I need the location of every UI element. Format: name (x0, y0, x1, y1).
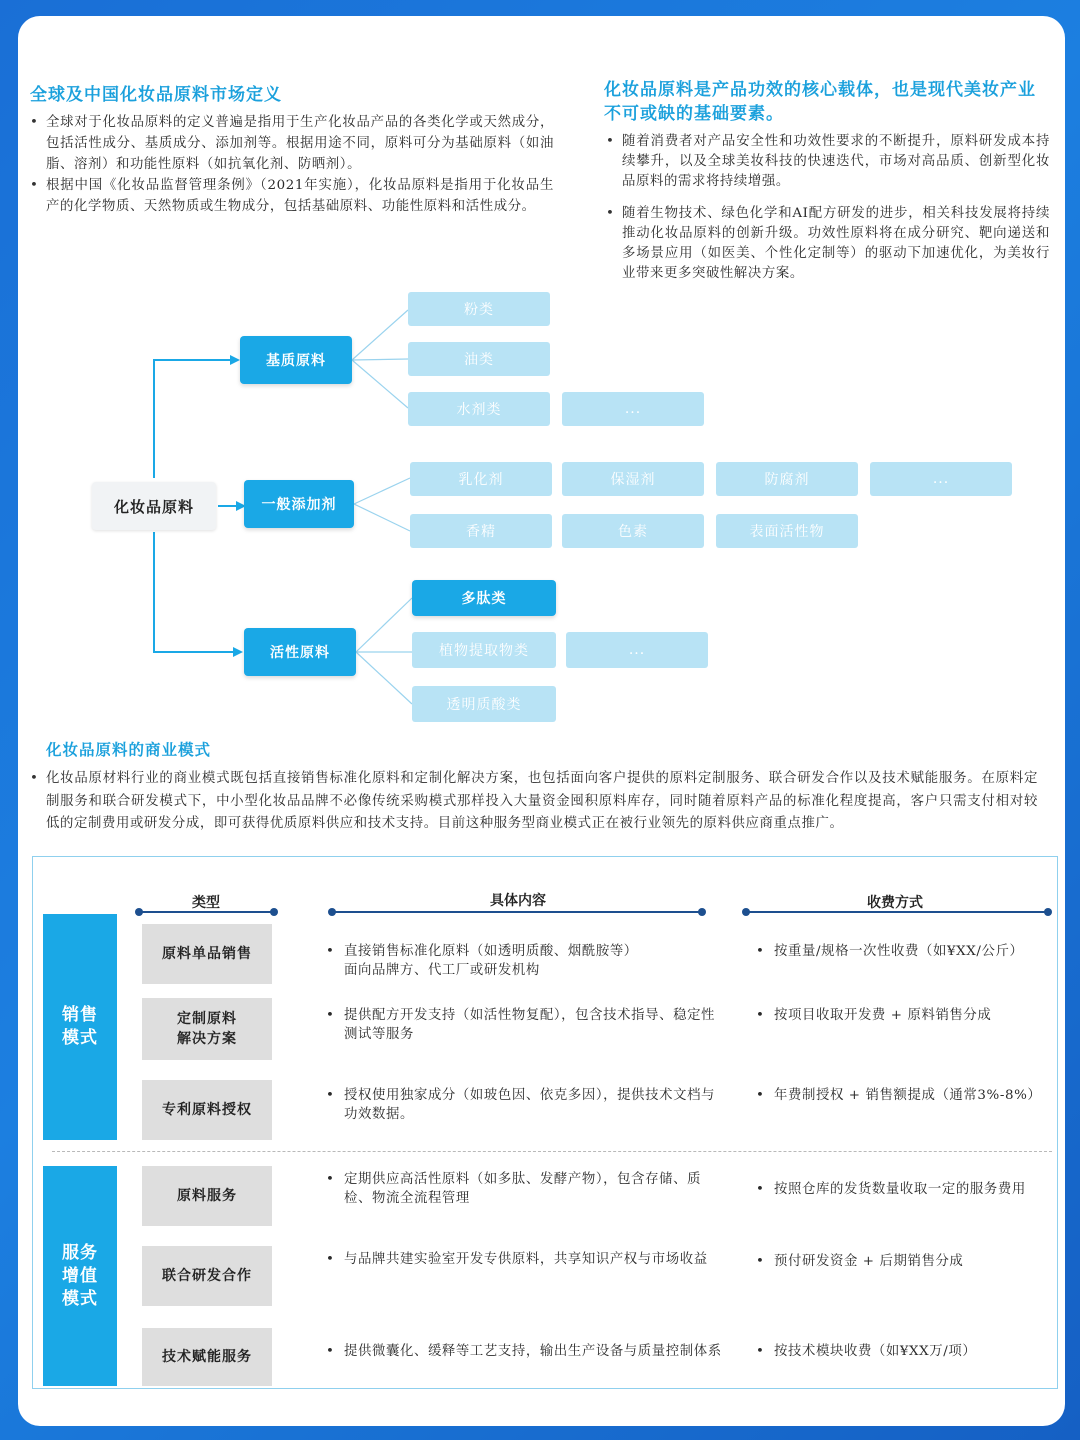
header-line-type (139, 911, 275, 913)
fee-cell: • 年费制授权 + 销售额提成（通常3%-8%） (756, 1086, 1065, 1105)
branch-node-base: 基质原料 (240, 336, 352, 384)
group-label-sales: 销售 模式 (43, 914, 117, 1140)
type-cell: 原料单品销售 (142, 924, 272, 984)
content-cell: • 提供配方开发支持（如活性物复配），包含技术指导、稳定性测试等服务 (326, 1006, 716, 1044)
header-type: 类型 (192, 895, 220, 911)
type-cell: 定制原料 解决方案 (142, 998, 272, 1060)
right-bullet: • 随着生物技术、绿色化学和AI配方研发的进步，相关科技发展将持续推动化妆品原料的创新升级。功效性原料将在成分研究、靶向递送和多场景应用（如医美、个性化定制等）的驱动下加速优化，为美妆行业带来更多突破性解决方案。 (604, 204, 1050, 284)
type-cell: 联合研发合作 (142, 1246, 272, 1306)
fee-cell: • 按照仓库的发货数量收取一定的服务费用 (756, 1180, 1065, 1199)
leaf-node-more-active: ... (566, 632, 708, 668)
header-dot (698, 908, 706, 916)
right-bullet: • 随着消费者对产品安全性和功效性要求的不断提升，原料研发成本持续攀升，以及全球美妆科技的快速迭代，市场对高品质、创新型化妆品原料的需求将持续增强。 (604, 132, 1050, 192)
header-fee: 收费方式 (867, 895, 923, 911)
left-bullet: • 根据中国《化妆品监督管理条例》（2021年实施），化妆品原料是指用于化妆品生产的化学物质、天然物质或生物成分，包括基础原料、功能性原料和活性成分。 (28, 175, 554, 217)
content-cell: • 授权使用独家成分（如玻色因、依克多因），提供技术文档与功效数据。 (326, 1086, 716, 1124)
fee-cell: • 按技术模块收费（如¥XX万/项） (756, 1342, 1065, 1361)
fee-cell: • 按项目收取开发费 + 原料销售分成 (756, 1006, 1065, 1025)
leaf-node-emulsifier: 乳化剂 (410, 462, 552, 496)
content-cell: • 提供微囊化、缓释等工艺支持，输出生产设备与质量控制体系 (326, 1342, 724, 1361)
header-line-content (332, 911, 704, 913)
leaf-node-aqueous: 水剂类 (408, 392, 550, 426)
leaf-node-powder: 粉类 (408, 292, 550, 326)
business-title: 化妆品原料的商业模式 (46, 740, 212, 759)
header-content: 具体内容 (490, 893, 546, 909)
fee-cell: • 预付研发资金 + 后期销售分成 (756, 1252, 1065, 1271)
type-cell: 原料服务 (142, 1166, 272, 1226)
leaf-node-colorant: 色素 (562, 514, 704, 548)
group-divider (52, 1151, 1052, 1152)
type-cell: 技术赋能服务 (142, 1328, 272, 1386)
leaf-node-plant-extract: 植物提取物类 (412, 632, 556, 668)
left-section-title: 全球及中国化妆品原料市场定义 (30, 85, 282, 105)
leaf-node-preservative: 防腐剂 (716, 462, 858, 496)
leaf-node-fragrance: 香精 (410, 514, 552, 548)
business-paragraph: • 化妆品原材料行业的商业模式既包括直接销售标准化原料和定制化解决方案，也包括面向客户提供的原料定制服务、联合研发合作以及技术赋能服务。在原料定制服务和联合研发模式下，中小型化妆品品牌不必像传统采购模式那样投入大量资金囤积原料库存，同时随着原料产品的标准化程度提高，客户只需支付相对较低的定制费用或研发分成，即可获得优质原料供应和技术支持。目前这种服务型商业模式正在被行业领先的原料供应商重点推广。 (28, 768, 1038, 836)
fee-cell: • 按重量/规格一次性收费（如¥XX/公斤） (756, 942, 1065, 961)
header-dot (1044, 908, 1052, 916)
header-dot (270, 908, 278, 916)
document-card (18, 16, 1065, 1426)
type-cell: 专利原料授权 (142, 1080, 272, 1140)
leaf-node-more-base: ... (562, 392, 704, 426)
business-paragraph-list (28, 768, 1038, 836)
leaf-node-oil: 油类 (408, 342, 550, 376)
content-cell: • 定期供应高活性原料（如多肽、发酵产物），包含存储、质检、物流全流程管理 (326, 1170, 724, 1208)
header-line-fee (746, 911, 1046, 913)
leaf-node-more-additive: ... (870, 462, 1012, 496)
branch-node-active: 活性原料 (244, 628, 356, 676)
right-section-title: 化妆品原料是产品功效的核心载体，也是现代美妆产业不可或缺的基础要素。 (604, 80, 1036, 124)
group-label-services: 服务 增值 模式 (43, 1166, 117, 1386)
tree-connectors (18, 16, 1065, 736)
leaf-node-hyaluronic: 透明质酸类 (412, 686, 556, 722)
leaf-node-surfactant: 表面活性物 (716, 514, 858, 548)
left-bullet: • 全球对于化妆品原料的定义普遍是指用于生产化妆品产品的各类化学或天然成分，包括活性成分、基质成分、添加剂等。根据用途不同，原料可分为基础原料（如油脂、溶剂）和功能性原料（如抗氧化剂、防晒剂）。 (28, 112, 554, 175)
branch-node-additive: 一般添加剂 (244, 480, 354, 528)
content-cell: • 与品牌共建实验室开发专供原料，共享知识产权与市场收益 (326, 1250, 724, 1269)
content-cell: • 直接销售标准化原料（如透明质酸、烟酰胺等） 面向品牌方、代工厂或研发机构 (326, 942, 714, 980)
leaf-node-humectant: 保湿剂 (562, 462, 704, 496)
tree-root-node: 化妆品原料 (92, 482, 216, 530)
leaf-node-peptide: 多肽类 (412, 580, 556, 616)
